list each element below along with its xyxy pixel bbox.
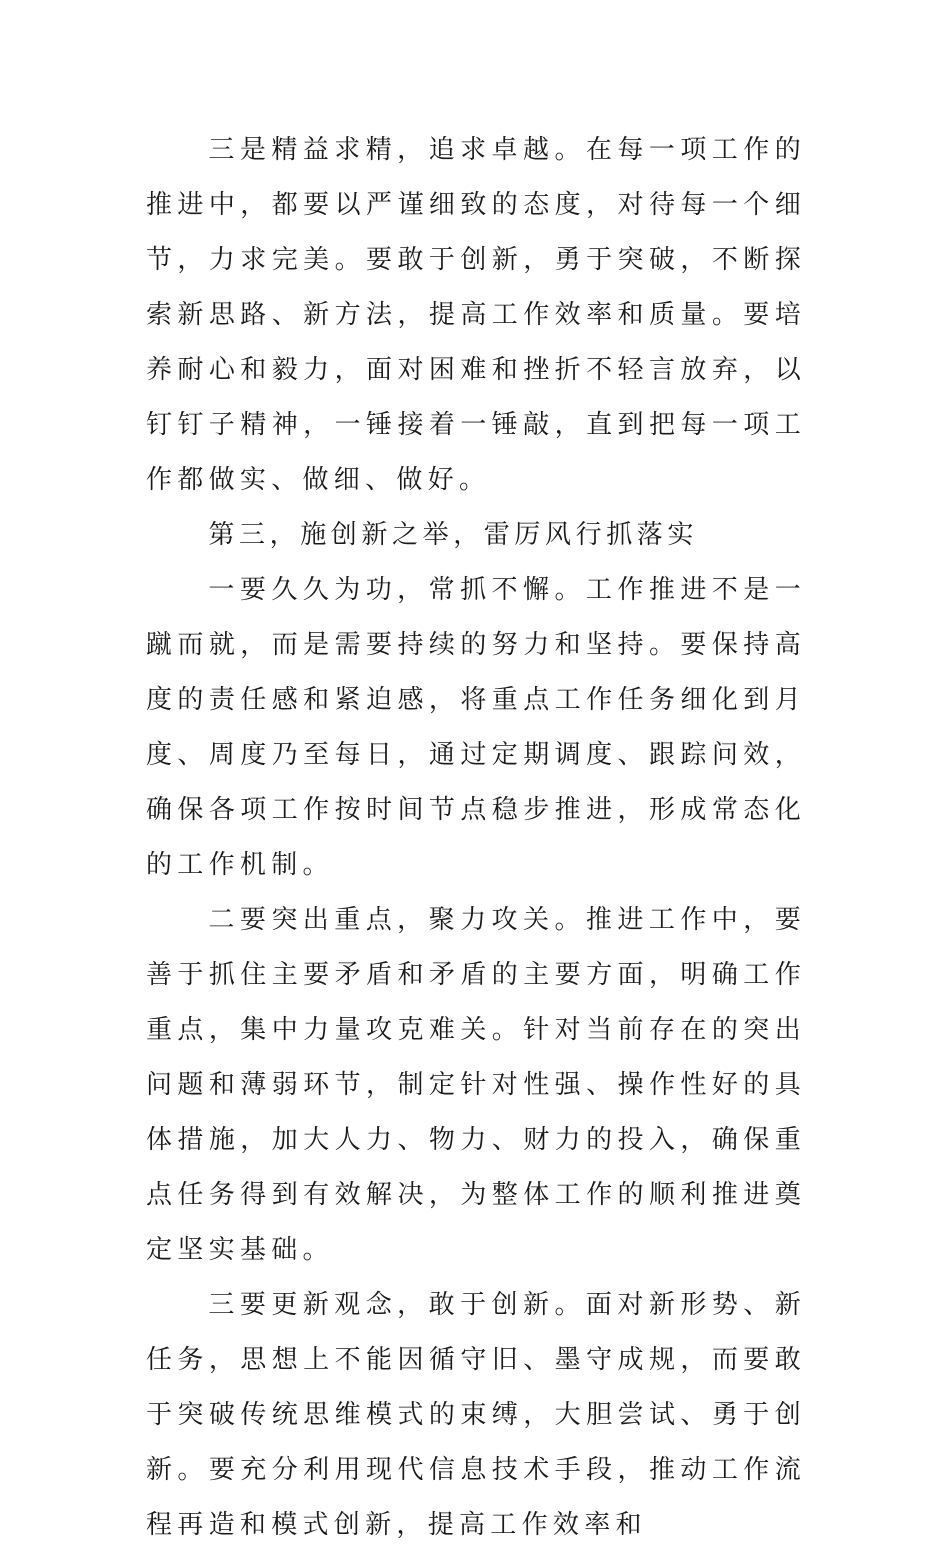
paragraph-focus: 二要突出重点，聚力攻关。推进工作中，要善于抓住主要矛盾和矛盾的主要方面，明确工作重点，集中力量攻克难关。针对当前存在的突出问题和薄弱环节，制定针对性强、操作性好的具体措施，加大人力、物力、财力的投入，确保重点任务得到有效解决，为整体工作的顺利推进奠定坚实基础。 — [146, 905, 806, 1265]
paragraph-persistence: 一要久久为功，常抓不懈。工作推进不是一蹴而就，而是需要持续的努力和坚持。要保持高度的责任感和紧迫感，将重点工作任务细化到月度、周度乃至每日，通过定期调度、跟踪问效，确保各项工作按时间节点稳步推进，形成常态化的工作机制。 — [146, 575, 806, 880]
paragraph-excellence: 三是精益求精，追求卓越。在每一项工作的推进中，都要以严谨细致的态度，对待每一个细节，力求完美。要敢于创新，勇于突破，不断探索新思路、新方法，提高工作效率和质量。要培养耐心和毅力，面对困难和挫折不轻言放弃，以钉钉子精神，一锤接着一锤敲，直到把每一项工作都做实、做细、做好。 — [146, 135, 806, 495]
document-body — [146, 123, 806, 1553]
paragraph-innovation: 三要更新观念，敢于创新。面对新形势、新任务，思想上不能因循守旧、墨守成规，而要敢于突破传统思维模式的束缚，大胆尝试、勇于创新。要充分利用现代信息技术手段，推动工作流程再造和模式创新，提高工作效率和 — [146, 1290, 806, 1540]
section-heading-third: 第三，施创新之举，雷厉风行抓落实 — [208, 520, 698, 550]
